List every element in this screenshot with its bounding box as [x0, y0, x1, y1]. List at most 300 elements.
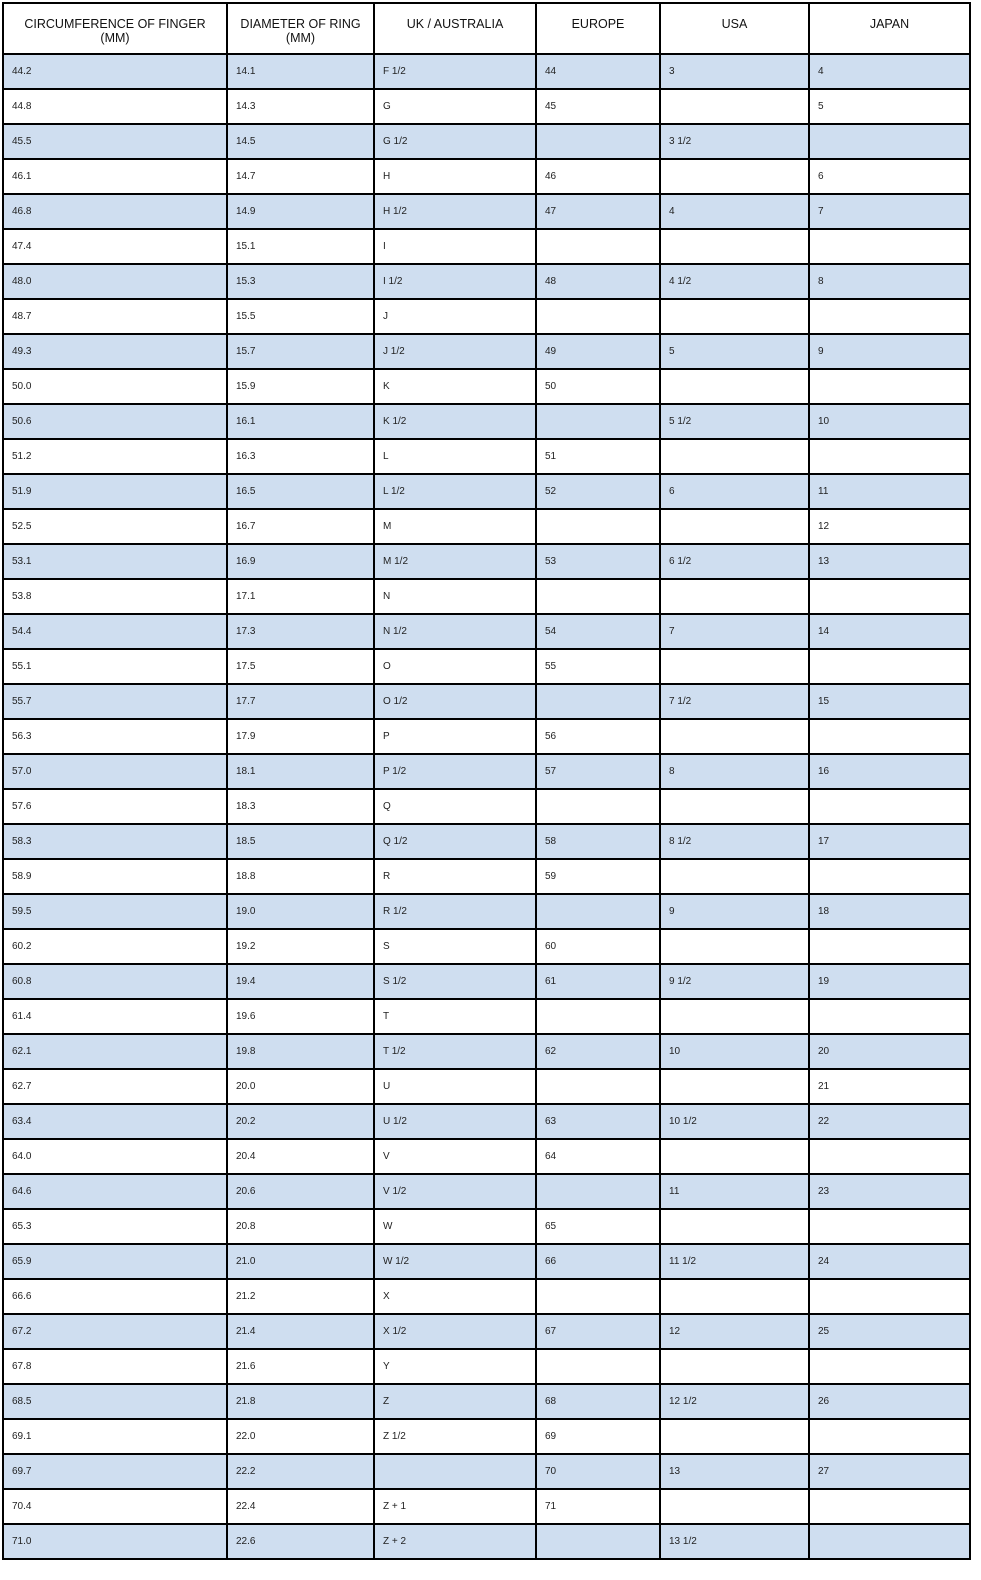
table-row: [3, 1419, 970, 1454]
table-row: [3, 1069, 970, 1104]
table-row: [3, 159, 970, 194]
cell-japan: [809, 439, 970, 474]
cell-diameter: 19.2: [227, 929, 374, 964]
header-japan-label: JAPAN: [869, 17, 910, 31]
cell-uk-australia: R: [374, 859, 536, 894]
table-row: [3, 89, 970, 124]
cell-europe: [536, 124, 660, 159]
cell-japan: 14: [809, 614, 970, 649]
cell-diameter: 20.2: [227, 1104, 374, 1139]
cell-japan: [809, 1139, 970, 1174]
cell-uk-australia: V 1/2: [374, 1174, 536, 1209]
cell-uk-australia: W 1/2: [374, 1244, 536, 1279]
cell-diameter: 14.3: [227, 89, 374, 124]
header-diameter-label: DIAMETER OF RING (MM): [240, 17, 361, 45]
header-japan: [809, 3, 970, 54]
cell-diameter: 20.0: [227, 1069, 374, 1104]
cell-europe: 61: [536, 964, 660, 999]
cell-japan: [809, 1209, 970, 1244]
cell-uk-australia: X: [374, 1279, 536, 1314]
table-row: [3, 194, 970, 229]
cell-diameter: 15.3: [227, 264, 374, 299]
cell-europe: [536, 1279, 660, 1314]
cell-usa: [660, 1069, 809, 1104]
cell-japan: [809, 1349, 970, 1384]
cell-diameter: 15.1: [227, 229, 374, 264]
cell-usa: [660, 649, 809, 684]
cell-japan: 11: [809, 474, 970, 509]
table-row: [3, 334, 970, 369]
cell-uk-australia: T 1/2: [374, 1034, 536, 1069]
cell-uk-australia: I 1/2: [374, 264, 536, 299]
cell-japan: 6: [809, 159, 970, 194]
cell-europe: 55: [536, 649, 660, 684]
table-row: [3, 1244, 970, 1279]
cell-diameter: 17.9: [227, 719, 374, 754]
cell-uk-australia: O 1/2: [374, 684, 536, 719]
table-row: [3, 1384, 970, 1419]
cell-diameter: 19.8: [227, 1034, 374, 1069]
table-header: [3, 3, 970, 54]
cell-europe: [536, 894, 660, 929]
cell-japan: [809, 789, 970, 824]
cell-diameter: 14.7: [227, 159, 374, 194]
cell-usa: 4: [660, 194, 809, 229]
cell-circumference: 52.5: [3, 509, 227, 544]
cell-circumference: 62.1: [3, 1034, 227, 1069]
table-row: [3, 439, 970, 474]
table-row: [3, 1174, 970, 1209]
cell-diameter: 21.0: [227, 1244, 374, 1279]
cell-usa: 6: [660, 474, 809, 509]
cell-japan: 4: [809, 54, 970, 89]
cell-uk-australia: [374, 1454, 536, 1489]
cell-circumference: 59.5: [3, 894, 227, 929]
cell-usa: 8 1/2: [660, 824, 809, 859]
table-row: [3, 859, 970, 894]
cell-usa: [660, 299, 809, 334]
cell-uk-australia: P: [374, 719, 536, 754]
cell-circumference: 71.0: [3, 1524, 227, 1559]
cell-europe: [536, 579, 660, 614]
cell-usa: [660, 719, 809, 754]
cell-circumference: 70.4: [3, 1489, 227, 1524]
cell-japan: [809, 999, 970, 1034]
table-row: [3, 999, 970, 1034]
cell-usa: [660, 89, 809, 124]
cell-europe: 51: [536, 439, 660, 474]
cell-europe: [536, 789, 660, 824]
cell-uk-australia: L: [374, 439, 536, 474]
cell-europe: 54: [536, 614, 660, 649]
cell-circumference: 58.9: [3, 859, 227, 894]
cell-circumference: 51.2: [3, 439, 227, 474]
cell-europe: 52: [536, 474, 660, 509]
cell-japan: 10: [809, 404, 970, 439]
table-row: [3, 684, 970, 719]
cell-japan: [809, 649, 970, 684]
cell-diameter: 18.8: [227, 859, 374, 894]
cell-uk-australia: H: [374, 159, 536, 194]
table-row: [3, 369, 970, 404]
cell-europe: 45: [536, 89, 660, 124]
cell-uk-australia: Z + 1: [374, 1489, 536, 1524]
cell-europe: 44: [536, 54, 660, 89]
cell-circumference: 48.0: [3, 264, 227, 299]
cell-uk-australia: M 1/2: [374, 544, 536, 579]
table-row: [3, 124, 970, 159]
cell-diameter: 15.9: [227, 369, 374, 404]
cell-usa: 9 1/2: [660, 964, 809, 999]
cell-circumference: 69.7: [3, 1454, 227, 1489]
cell-japan: 16: [809, 754, 970, 789]
cell-uk-australia: R 1/2: [374, 894, 536, 929]
cell-usa: [660, 369, 809, 404]
cell-uk-australia: L 1/2: [374, 474, 536, 509]
cell-japan: 26: [809, 1384, 970, 1419]
table-row: [3, 929, 970, 964]
cell-japan: 23: [809, 1174, 970, 1209]
cell-diameter: 20.6: [227, 1174, 374, 1209]
cell-diameter: 20.4: [227, 1139, 374, 1174]
cell-circumference: 54.4: [3, 614, 227, 649]
cell-europe: 67: [536, 1314, 660, 1349]
cell-europe: 65: [536, 1209, 660, 1244]
cell-diameter: 16.7: [227, 509, 374, 544]
cell-diameter: 14.5: [227, 124, 374, 159]
cell-diameter: 19.6: [227, 999, 374, 1034]
header-diameter: [227, 3, 374, 54]
table-row: [3, 614, 970, 649]
cell-diameter: 21.2: [227, 1279, 374, 1314]
cell-uk-australia: J: [374, 299, 536, 334]
cell-uk-australia: K: [374, 369, 536, 404]
cell-usa: 3 1/2: [660, 124, 809, 159]
cell-usa: 5: [660, 334, 809, 369]
cell-circumference: 44.2: [3, 54, 227, 89]
cell-usa: 12: [660, 1314, 809, 1349]
cell-diameter: 15.5: [227, 299, 374, 334]
table-row: [3, 1524, 970, 1559]
cell-usa: 7: [660, 614, 809, 649]
cell-diameter: 18.5: [227, 824, 374, 859]
cell-japan: [809, 1489, 970, 1524]
cell-japan: 20: [809, 1034, 970, 1069]
cell-uk-australia: H 1/2: [374, 194, 536, 229]
cell-uk-australia: Y: [374, 1349, 536, 1384]
cell-usa: 12 1/2: [660, 1384, 809, 1419]
cell-diameter: 16.1: [227, 404, 374, 439]
cell-japan: 15: [809, 684, 970, 719]
cell-circumference: 45.5: [3, 124, 227, 159]
cell-diameter: 21.4: [227, 1314, 374, 1349]
cell-circumference: 65.3: [3, 1209, 227, 1244]
cell-circumference: 62.7: [3, 1069, 227, 1104]
cell-japan: [809, 1419, 970, 1454]
cell-europe: [536, 509, 660, 544]
table-row: [3, 404, 970, 439]
table-row: [3, 894, 970, 929]
cell-uk-australia: S: [374, 929, 536, 964]
cell-uk-australia: N 1/2: [374, 614, 536, 649]
table-row: [3, 1349, 970, 1384]
cell-europe: [536, 1349, 660, 1384]
cell-europe: 50: [536, 369, 660, 404]
cell-japan: 22: [809, 1104, 970, 1139]
cell-usa: 10: [660, 1034, 809, 1069]
cell-uk-australia: Z + 2: [374, 1524, 536, 1559]
cell-uk-australia: X 1/2: [374, 1314, 536, 1349]
table-row: [3, 1314, 970, 1349]
cell-diameter: 21.8: [227, 1384, 374, 1419]
cell-diameter: 18.3: [227, 789, 374, 824]
cell-circumference: 63.4: [3, 1104, 227, 1139]
cell-japan: 9: [809, 334, 970, 369]
cell-usa: [660, 229, 809, 264]
table-body: [3, 54, 970, 1559]
table-row: [3, 824, 970, 859]
cell-japan: 7: [809, 194, 970, 229]
table-row: [3, 1034, 970, 1069]
cell-japan: [809, 579, 970, 614]
cell-uk-australia: N: [374, 579, 536, 614]
cell-diameter: 19.4: [227, 964, 374, 999]
cell-europe: [536, 229, 660, 264]
cell-diameter: 21.6: [227, 1349, 374, 1384]
cell-europe: 57: [536, 754, 660, 789]
table-row: [3, 754, 970, 789]
cell-japan: 24: [809, 1244, 970, 1279]
cell-japan: [809, 1524, 970, 1559]
cell-diameter: 16.3: [227, 439, 374, 474]
cell-usa: 4 1/2: [660, 264, 809, 299]
cell-japan: 12: [809, 509, 970, 544]
cell-usa: 6 1/2: [660, 544, 809, 579]
cell-circumference: 55.1: [3, 649, 227, 684]
cell-uk-australia: G: [374, 89, 536, 124]
cell-diameter: 19.0: [227, 894, 374, 929]
cell-circumference: 47.4: [3, 229, 227, 264]
cell-europe: 63: [536, 1104, 660, 1139]
cell-japan: 19: [809, 964, 970, 999]
cell-japan: 13: [809, 544, 970, 579]
cell-circumference: 44.8: [3, 89, 227, 124]
header-row: [3, 3, 970, 54]
cell-usa: [660, 159, 809, 194]
cell-europe: 53: [536, 544, 660, 579]
cell-usa: 10 1/2: [660, 1104, 809, 1139]
ring-size-conversion-table: [2, 2, 971, 1560]
cell-circumference: 51.9: [3, 474, 227, 509]
cell-circumference: 50.0: [3, 369, 227, 404]
header-uk-australia-label: UK / AUSTRALIA: [406, 17, 504, 31]
header-usa-label: USA: [721, 17, 748, 31]
table-row: [3, 1489, 970, 1524]
cell-usa: 3: [660, 54, 809, 89]
cell-japan: 8: [809, 264, 970, 299]
cell-diameter: 17.3: [227, 614, 374, 649]
table-row: [3, 789, 970, 824]
cell-japan: 27: [809, 1454, 970, 1489]
cell-usa: 11: [660, 1174, 809, 1209]
cell-europe: [536, 1524, 660, 1559]
cell-europe: 58: [536, 824, 660, 859]
table-row: [3, 299, 970, 334]
cell-circumference: 57.0: [3, 754, 227, 789]
cell-japan: 18: [809, 894, 970, 929]
table-row: [3, 649, 970, 684]
cell-diameter: 17.1: [227, 579, 374, 614]
cell-circumference: 64.0: [3, 1139, 227, 1174]
header-europe-label: EUROPE: [571, 17, 625, 31]
cell-diameter: 14.1: [227, 54, 374, 89]
cell-europe: 46: [536, 159, 660, 194]
cell-uk-australia: M: [374, 509, 536, 544]
cell-japan: [809, 859, 970, 894]
cell-usa: [660, 1349, 809, 1384]
cell-usa: [660, 859, 809, 894]
cell-usa: 9: [660, 894, 809, 929]
cell-europe: 56: [536, 719, 660, 754]
cell-diameter: 17.5: [227, 649, 374, 684]
cell-uk-australia: W: [374, 1209, 536, 1244]
table-row: [3, 719, 970, 754]
cell-europe: 59: [536, 859, 660, 894]
cell-usa: [660, 999, 809, 1034]
table-row: [3, 1209, 970, 1244]
cell-europe: 66: [536, 1244, 660, 1279]
table-row: [3, 509, 970, 544]
cell-usa: [660, 1139, 809, 1174]
cell-uk-australia: Q 1/2: [374, 824, 536, 859]
cell-europe: 60: [536, 929, 660, 964]
cell-japan: 17: [809, 824, 970, 859]
cell-diameter: 16.9: [227, 544, 374, 579]
cell-japan: [809, 229, 970, 264]
cell-circumference: 53.8: [3, 579, 227, 614]
cell-diameter: 22.2: [227, 1454, 374, 1489]
table-row: [3, 1139, 970, 1174]
header-circumference: [3, 3, 227, 54]
cell-usa: 5 1/2: [660, 404, 809, 439]
table-row: [3, 54, 970, 89]
cell-diameter: 20.8: [227, 1209, 374, 1244]
table-row: [3, 1279, 970, 1314]
table-row: [3, 1104, 970, 1139]
cell-uk-australia: Q: [374, 789, 536, 824]
header-europe: [536, 3, 660, 54]
cell-diameter: 18.1: [227, 754, 374, 789]
cell-circumference: 65.9: [3, 1244, 227, 1279]
cell-usa: [660, 439, 809, 474]
cell-diameter: 22.4: [227, 1489, 374, 1524]
cell-diameter: 16.5: [227, 474, 374, 509]
cell-circumference: 46.8: [3, 194, 227, 229]
cell-circumference: 48.7: [3, 299, 227, 334]
table-row: [3, 579, 970, 614]
cell-europe: 69: [536, 1419, 660, 1454]
cell-diameter: 22.6: [227, 1524, 374, 1559]
cell-circumference: 61.4: [3, 999, 227, 1034]
cell-europe: 62: [536, 1034, 660, 1069]
header-circumference-label: CIRCUMFERENCE OF FINGER (MM): [24, 17, 206, 45]
cell-circumference: 55.7: [3, 684, 227, 719]
cell-europe: 64: [536, 1139, 660, 1174]
cell-uk-australia: F 1/2: [374, 54, 536, 89]
cell-circumference: 66.6: [3, 1279, 227, 1314]
cell-japan: [809, 369, 970, 404]
cell-circumference: 53.1: [3, 544, 227, 579]
cell-circumference: 69.1: [3, 1419, 227, 1454]
cell-usa: [660, 1279, 809, 1314]
cell-usa: 8: [660, 754, 809, 789]
cell-japan: 25: [809, 1314, 970, 1349]
cell-usa: [660, 1489, 809, 1524]
cell-usa: 11 1/2: [660, 1244, 809, 1279]
cell-uk-australia: U 1/2: [374, 1104, 536, 1139]
cell-circumference: 50.6: [3, 404, 227, 439]
cell-europe: [536, 299, 660, 334]
cell-usa: [660, 1419, 809, 1454]
cell-circumference: 56.3: [3, 719, 227, 754]
cell-circumference: 64.6: [3, 1174, 227, 1209]
cell-europe: [536, 1069, 660, 1104]
cell-uk-australia: U: [374, 1069, 536, 1104]
cell-circumference: 68.5: [3, 1384, 227, 1419]
cell-uk-australia: T: [374, 999, 536, 1034]
cell-circumference: 60.2: [3, 929, 227, 964]
cell-uk-australia: Z: [374, 1384, 536, 1419]
cell-japan: 5: [809, 89, 970, 124]
cell-circumference: 67.8: [3, 1349, 227, 1384]
cell-circumference: 49.3: [3, 334, 227, 369]
cell-europe: [536, 404, 660, 439]
cell-usa: [660, 1209, 809, 1244]
table-row: [3, 474, 970, 509]
cell-europe: 49: [536, 334, 660, 369]
cell-usa: 7 1/2: [660, 684, 809, 719]
table-row: [3, 1454, 970, 1489]
cell-circumference: 58.3: [3, 824, 227, 859]
cell-europe: 71: [536, 1489, 660, 1524]
cell-uk-australia: O: [374, 649, 536, 684]
table-row: [3, 964, 970, 999]
header-usa: [660, 3, 809, 54]
header-uk-australia: [374, 3, 536, 54]
cell-uk-australia: V: [374, 1139, 536, 1174]
cell-usa: [660, 509, 809, 544]
cell-uk-australia: I: [374, 229, 536, 264]
table-row: [3, 229, 970, 264]
cell-circumference: 60.8: [3, 964, 227, 999]
cell-uk-australia: J 1/2: [374, 334, 536, 369]
cell-diameter: 17.7: [227, 684, 374, 719]
cell-uk-australia: S 1/2: [374, 964, 536, 999]
cell-europe: 68: [536, 1384, 660, 1419]
cell-usa: 13 1/2: [660, 1524, 809, 1559]
cell-japan: 21: [809, 1069, 970, 1104]
cell-usa: 13: [660, 1454, 809, 1489]
cell-japan: [809, 124, 970, 159]
cell-europe: [536, 1174, 660, 1209]
cell-europe: 48: [536, 264, 660, 299]
table-row: [3, 264, 970, 299]
cell-uk-australia: G 1/2: [374, 124, 536, 159]
cell-japan: [809, 299, 970, 334]
cell-japan: [809, 1279, 970, 1314]
table-row: [3, 544, 970, 579]
cell-uk-australia: K 1/2: [374, 404, 536, 439]
